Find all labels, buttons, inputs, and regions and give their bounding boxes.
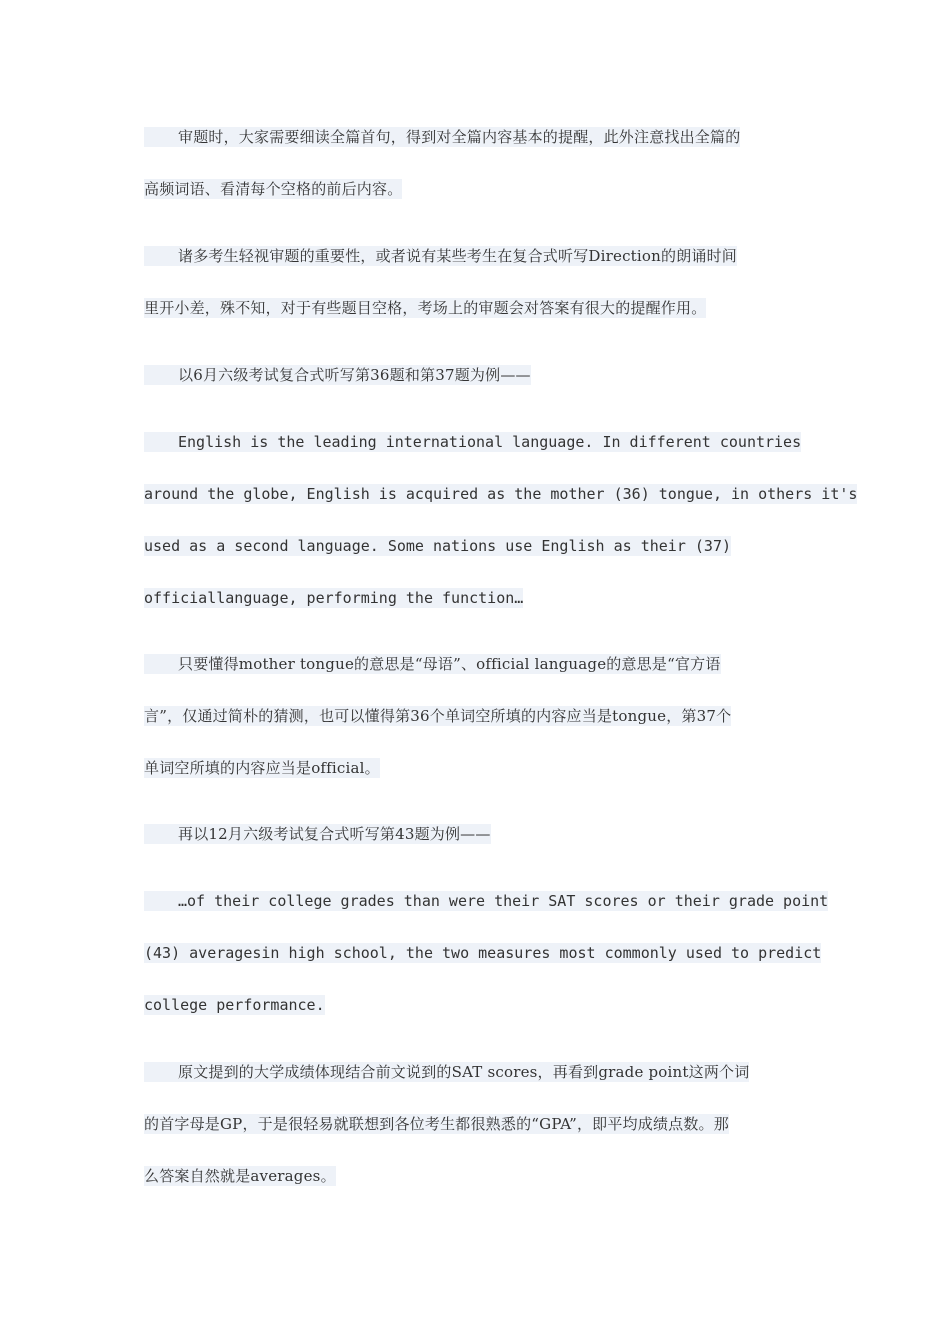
paragraph-3-line-1: 以6月六级考试复合式听写第36题和第37题为例—— (144, 365, 531, 385)
paragraph-6-line-1: 再以12月六级考试复合式听写第43题为例—— (144, 824, 491, 844)
english-passage-1-line-3: used as a second language. Some nations use English as their (37) (144, 537, 731, 555)
english-passage-1-line-2: around the globe, English is acquired as the mother (36) tongue, in others it's (144, 485, 858, 503)
paragraph-5-line-3: 单词空所填的内容应当是official。 (144, 759, 380, 777)
english-passage-2-line-1: …of their college grades than were their SAT scores or their grade point (144, 891, 828, 911)
english-passage-2-line-2: (43) averagesin high school, the two measures most commonly used to predict (144, 944, 822, 962)
paragraph-1-line-1: 审题时，大家需要细读全篇首句，得到对全篇内容基本的提醒，此外注意找出全篇的 (144, 127, 740, 147)
paragraph-2-line-1: 诸多考生轻视审题的重要性，或者说有某些考生在复合式听写Direction的朗诵时间 (144, 246, 737, 266)
english-passage-2-line-3: college performance. (144, 996, 325, 1014)
paragraph-8-line-1: 原文提到的大学成绩体现结合前文说到的SAT scores，再看到grade point这两个词 (144, 1062, 749, 1082)
english-passage-1-line-4: officiallanguage, performing the function… (144, 589, 524, 607)
english-passage-1-line-1: English is the leading international language. In different countries (144, 432, 801, 452)
paragraph-1-line-2: 高频词语、看清每个空格的前后内容。 (144, 180, 403, 198)
paragraph-5-line-1: 只要懂得mother tongue的意思是“母语”、official language的意思是“官方语 (144, 654, 721, 674)
paragraph-5-line-2: 言”，仅通过简朴的猜测，也可以懂得第36个单词空所填的内容应当是tongue，第37个 (144, 707, 732, 725)
paragraph-2-line-2: 里开小差，殊不知，对于有些题目空格，考场上的审题会对答案有很大的提醒作用。 (144, 299, 707, 317)
paragraph-8-line-2: 的首字母是GP，于是很轻易就联想到各位考生都很熟悉的“GPA”，即平均成绩点数。那 (144, 1115, 729, 1133)
paragraph-8-line-3: 么答案自然就是averages。 (144, 1167, 336, 1185)
